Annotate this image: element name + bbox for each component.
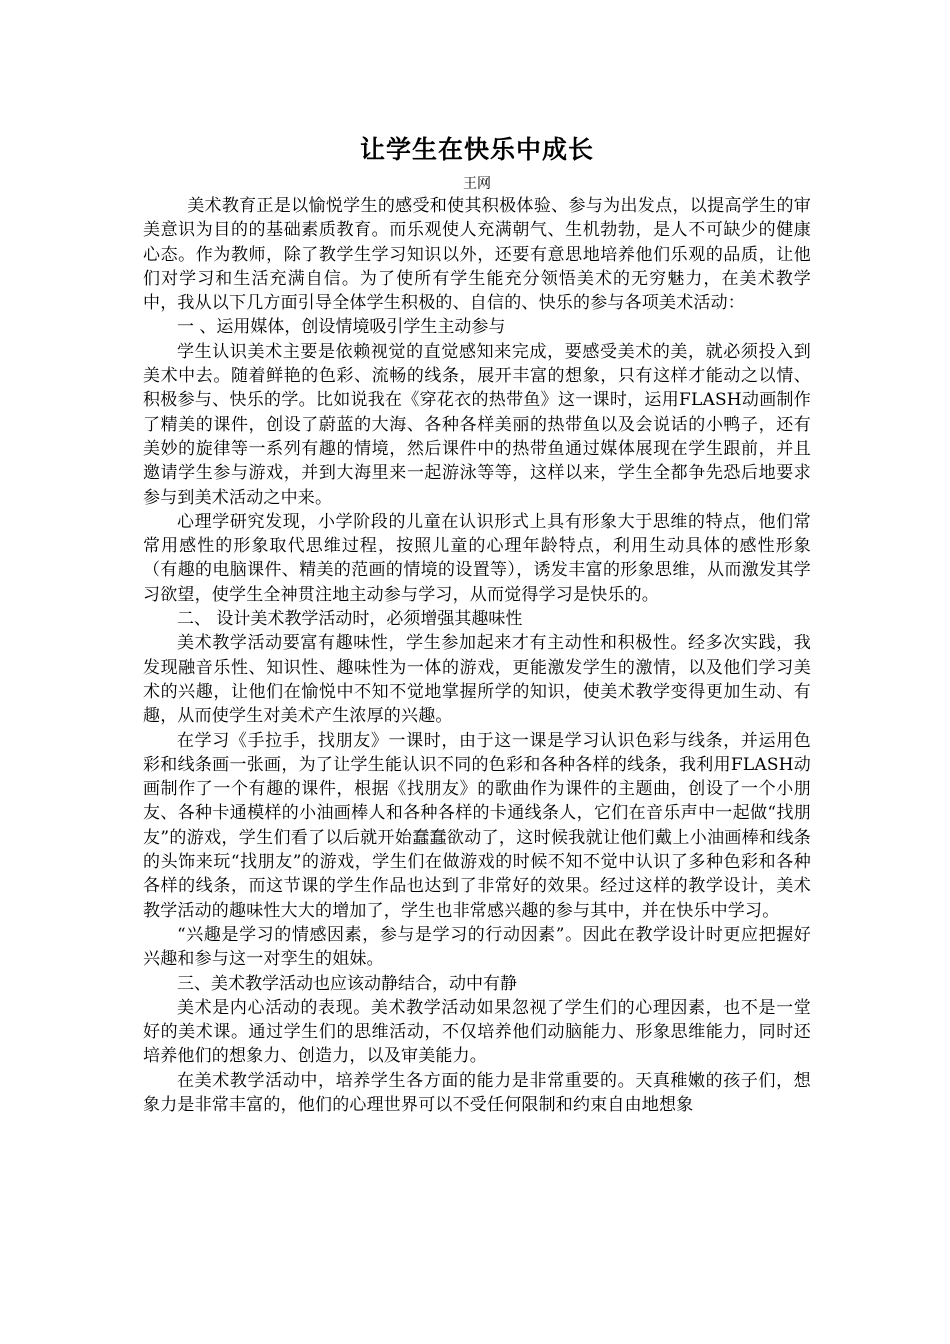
document-title: 让学生在快乐中成长 (359, 135, 594, 164)
body-paragraph: 美术是内心活动的表现。美术教学活动如果忽视了学生们的心理因素，也不是一堂好的美术课。通过学生们的思维活动，不仅培养他们动脑能力、形象思维能力，同时还培养他们的想象力、创造力，以及审美能力。 (143, 997, 811, 1067)
document-page (143, 132, 811, 1117)
intro-paragraph: 美术教育正是以愉悦学生的感受和使其积极体验、参与为出发点，以提高学生的审美意识为目的的基础素质教育。而乐观使人充满朝气、生机勃勃，是人不可缺少的健康心态。作为教师，除了教学生学习知识以外，还要有意思地培养他们乐观的品质，让他们对学习和生活充满自信。为了使所有学生能充分领悟美术的无穷魅力，在美术教学中，我从以下几方面引导全体学生积极的、自信的、快乐的参与各项美术活动： (143, 196, 811, 314)
section-heading-2: 二、 设计美术教学活动时，必须增强其趣味性 (177, 609, 523, 630)
section-heading-1: 一 、运用媒体，创设情境吸引学生主动参与 (177, 317, 506, 338)
body-paragraph: 学生认识美术主要是依赖视觉的直觉感知来完成，要感受美术的美，就必须投入到美术中去。随着鲜艳的色彩、流畅的线条，展开丰富的想象，只有这样才能动之以情、积极参与、快乐的学。比如说我在《穿花衣的热带鱼》这一课时，运用FLASH动画制作了精美的课件，创设了蔚蓝的大海、各种各样美丽的热带鱼以及会说话的小鸭子，还有美妙的旋律等一系列有趣的情境，然后课件中的热带鱼通过媒体展现在学生跟前，并且邀请学生参与游戏，并到大海里来一起游泳等等，这样以来，学生全都争先恐后地要求参与到美术活动之中来。 (143, 341, 811, 508)
body-paragraph: 在美术教学活动中，培养学生各方面的能力是非常重要的。天真稚嫩的孩子们，想象力是非常丰富的，他们的心理世界可以不受任何限制和约束自由地想象 (143, 1070, 811, 1115)
body-paragraph: 心理学研究发现，小学阶段的儿童在认识形式上具有形象大于思维的特点，他们常常用感性的形象取代思维过程，按照儿童的心理年龄特点，利用生动具体的感性形象（有趣的电脑课件、精美的范画的情境的设置等），诱发丰富的形象思维，从而激发其学习欲望，使学生全神贯注地主动参与学习，从而觉得学习是快乐的。 (143, 511, 811, 605)
body-paragraph: “兴趣是学习的情感因素，参与是学习的行动因素”。因此在教学设计时更应把握好兴趣和参与这一对孪生的姐妹。 (143, 924, 811, 970)
section-heading-3: 三、美术教学活动也应该动静结合，动中有静 (177, 973, 517, 994)
author-name: 王网 (463, 176, 491, 192)
body-paragraph: 美术教学活动要富有趣味性，学生参加起来才有主动性和积极性。经多次实践，我发现融音乐性、知识性、趣味性为一体的游戏，更能激发学生的激情，以及他们学习美术的兴趣，让他们在愉悦中不知不觉地掌握所学的知识，使美术教学变得更加生动、有趣，从而使学生对美术产生浓厚的兴趣。 (143, 633, 811, 727)
body-paragraph: 在学习《手拉手，找朋友》一课时，由于这一课是学习认识色彩与线条，并运用色彩和线条画一张画，为了让学生能认识不同的色彩和各种各样的线条，我利用FLASH动画制作了一个有趣的课件，根据《找朋友》的歌曲作为课件的主题曲，创设了一个小朋友、各种卡通模样的小油画棒人和各种各样的卡通线条人，它们在音乐声中一起做“找朋友”的游戏，学生们看了以后就开始蠢蠢欲动了，这时候我就让他们戴上小油画棒和线条的头饰来玩“找朋友”的游戏，学生们在做游戏的时候不知不觉中认识了多种色彩和各种各样的线条，而这节课的学生作品也达到了非常好的效果。经过这样的教学设计，美术教学活动的趣味性大大的增加了，学生也非常感兴趣的参与其中，并在快乐中学习。 (143, 730, 811, 921)
